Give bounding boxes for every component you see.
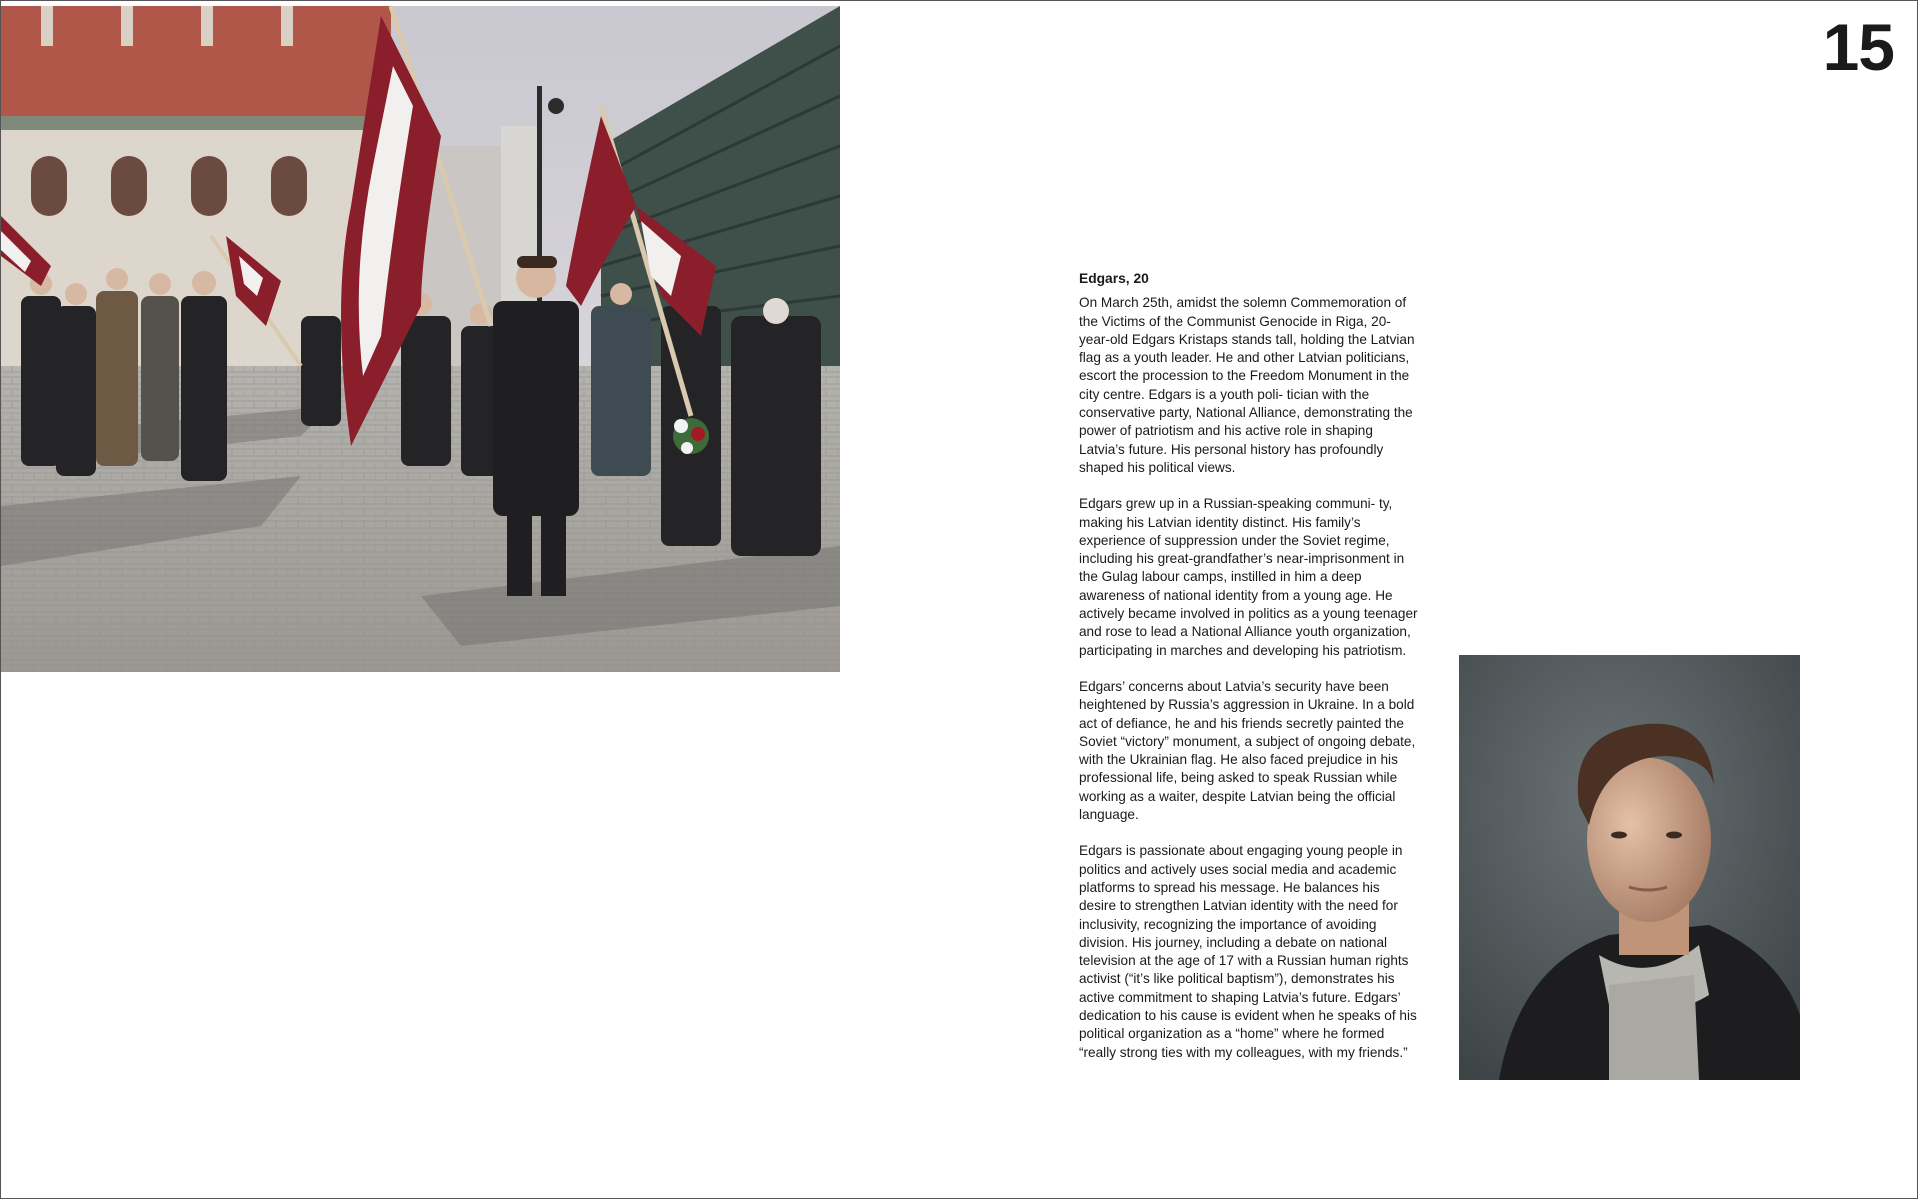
article-paragraph-2: Edgars grew up in a Russian-speaking communi- ty, making his Latvian identity distinct. His family’s experience of suppression under the Soviet regime, including his great-grandfather’s near-imprisonment in the Gulag labour camps, instilled in him a deep awareness of national identity from a young age. He actively became involved in politics as a young teenager and rose to lead a National Alliance youth organization, participating in marches and developing his patriotism. (1079, 496, 1418, 658)
page-number: 15 (1822, 10, 1894, 84)
procession-photo-illustration (1, 6, 840, 672)
procession-photo (1, 6, 840, 672)
portrait-photo (1459, 655, 1800, 1080)
article-paragraph-3: Edgars’ concerns about Latvia’s security have been heightened by Russia’s aggression in Ukraine. In a bold act of defiance, he and his friends secretly painted the Soviet “victory” monument, a subject of ongoing debate, with the Ukrainian flag. He also faced prejudice in his professional life, being asked to speak Russian while working as a waiter, despite Latvian being the official language. (1079, 678, 1416, 823)
article-paragraph-4: Edgars is passionate about engaging young people in politics and actively uses social media and academic platforms to spread his message. He balances his desire to strengthen Latvian identity with the need for inclusivity, recognizing the importance of avoiding division. His journey, including a debate on national television at the age of 17 with a Russian human rights activist (“it’s like political baptism”), demonstrates his active commitment to shaping Latvia’s future. Edgars’ dedication to his cause is evident when he speaks of his political organization as a “home” where he formed “really strong ties with my colleagues, with my friends.” (1079, 843, 1417, 1060)
article-paragraph-1: On March 25th, amidst the solemn Commemoration of the Victims of the Communist Genocide in Riga, 20-year-old Edgars Kristaps stands tall, holding the Latvian flag as a youth leader. He and other Latvian politicians, escort the procession to the Freedom Monument in the city centre. Edgars is a youth poli- tician with the conservative party, National Alliance, demonstrating the power of patriotism and his active role in shaping Latvia’s future. His personal history has profoundly shaped his political views. (1079, 295, 1415, 475)
portrait-photo-illustration (1459, 655, 1800, 1080)
article-title: Edgars, 20 (1079, 271, 1149, 286)
article (1079, 270, 1419, 1080)
